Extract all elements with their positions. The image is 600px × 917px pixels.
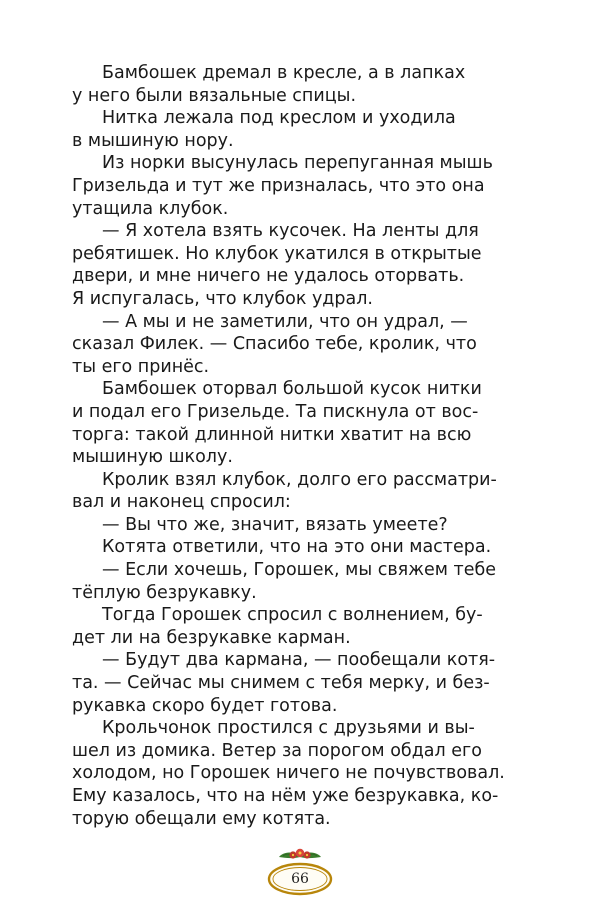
paragraph: Кролик взял клубок, долго его рассматри- вал и наконец спросил: <box>72 469 497 513</box>
paragraph: — Если хочешь, Горошек, мы свяжем тебе тёплую безрукавку. <box>72 560 497 603</box>
paragraph: Нитка лежала под креслом и уходила в мышиную нору. <box>72 108 456 151</box>
paragraph: Бамбошек оторвал большой кусок нитки и подал его Гризельде. Та пискнула от вос- торга: такой длинной нитки хватит на всю мышиную школу. <box>72 379 482 468</box>
paragraph: — Я хотела взять кусочек. На ленты для ребятишек. Но клубок укатился в открытые двери, и мне ничего не удалось оторвать. Я испугалась, что клубок удрал. <box>72 221 482 309</box>
page-number-ornament <box>263 848 337 898</box>
paragraph: — А мы и не заметили, что он удрал, — сказал Филек. — Спасибо тебе, кролик, что ты его принёс. <box>72 311 477 377</box>
paragraph: Котята ответили, что на это они мастера. <box>102 537 492 558</box>
paragraph: Крольчонок простился с друзьями и вы- шел из домика. Ветер за порогом обдал его холодом, но Горошек ничего не почувствовал. Ему казалось, что на нём уже безрукавка, ко- торую обещали ему котята. <box>72 718 505 829</box>
paragraph: Бамбошек дремал в кресле, а в лапках у него были вязальные спицы. <box>72 63 466 106</box>
body-text <box>72 62 532 830</box>
page-number: 66 <box>291 871 309 887</box>
paragraph: — Вы что же, значит, вязать умеете? <box>102 514 448 535</box>
paragraph: — Будут два кармана, — пообещали котя- та. — Сейчас мы снимем с тебя мерку, и без- рукавка скоро будет готова. <box>72 650 496 716</box>
paragraph: Тогда Горошек спросил с волнением, бу- дет ли на безрукавке карман. <box>72 605 483 648</box>
paragraph: Из норки высунулась перепуганная мышь Гризельда и тут же призналась, что это она утащила клубок. <box>72 153 493 219</box>
